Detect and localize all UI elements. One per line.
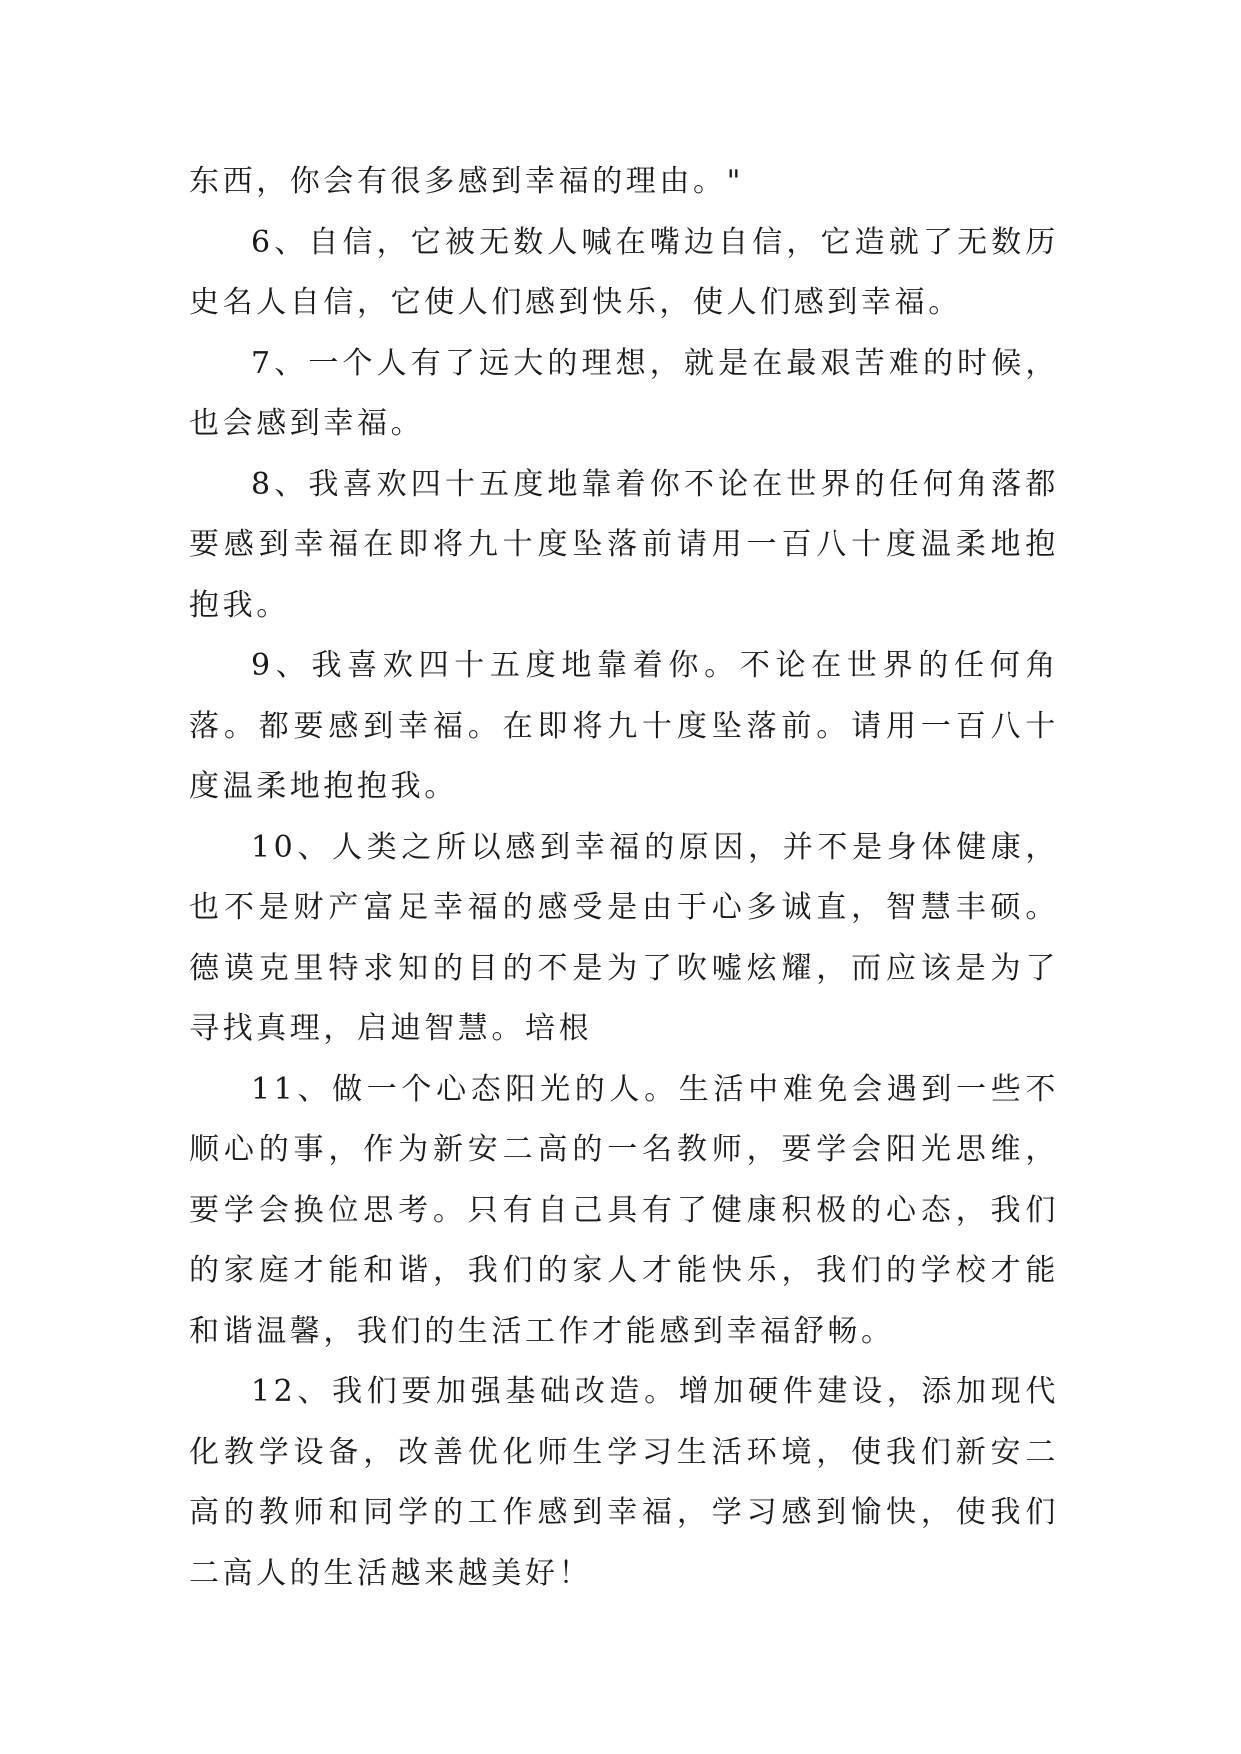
paragraph-item-9: 9、我喜欢四十五度地靠着你。不论在世界的任何角落。都要感到幸福。在即将九十度坠落前。请用一百八十度温柔地抱抱我。 [189,648,1059,804]
paragraph-item-7: 7、一个人有了远大的理想，就是在最艰苦难的时候，也会感到幸福。 [189,345,1059,441]
document-body [189,152,1059,1604]
paragraph-item-11: 11、做一个心态阳光的人。生活中难免会遇到一些不顺心的事，作为新安二高的一名教师，要学会阳光思维，要学会换位思考。只有自己具有了健康积极的心态，我们的家庭才能和谐，我们的家人才能快乐，我们的学校才能和谐温馨，我们的生活工作才能感到幸福舒畅。 [189,1071,1059,1349]
paragraph-item-8: 8、我喜欢四十五度地靠着你不论在世界的任何角落都要感到幸福在即将九十度坠落前请用一百八十度温柔地抱抱我。 [189,466,1059,623]
paragraph-item-10: 10、人类之所以感到幸福的原因，并不是身体健康，也不是财产富足幸福的感受是由于心多诚直，智慧丰硕。德谟克里特求知的目的不是为了吹嘘炫耀，而应该是为了寻找真理，启迪智慧。培根 [189,829,1059,1046]
paragraph-item-6: 6、自信，它被无数人喊在嘴边自信，它造就了无数历史名人自信，它使人们感到快乐，使人们感到幸福。 [189,224,1059,320]
paragraph-continuation: 东西，你会有很多感到幸福的理由。" [189,164,744,199]
paragraph-item-12: 12、我们要加强基础改造。增加硬件建设，添加现代化教学设备，改善优化师生学习生活环境，使我们新安二高的教师和同学的工作感到幸福，学习感到愉快，使我们二高人的生活越来越美好！ [189,1374,1059,1591]
